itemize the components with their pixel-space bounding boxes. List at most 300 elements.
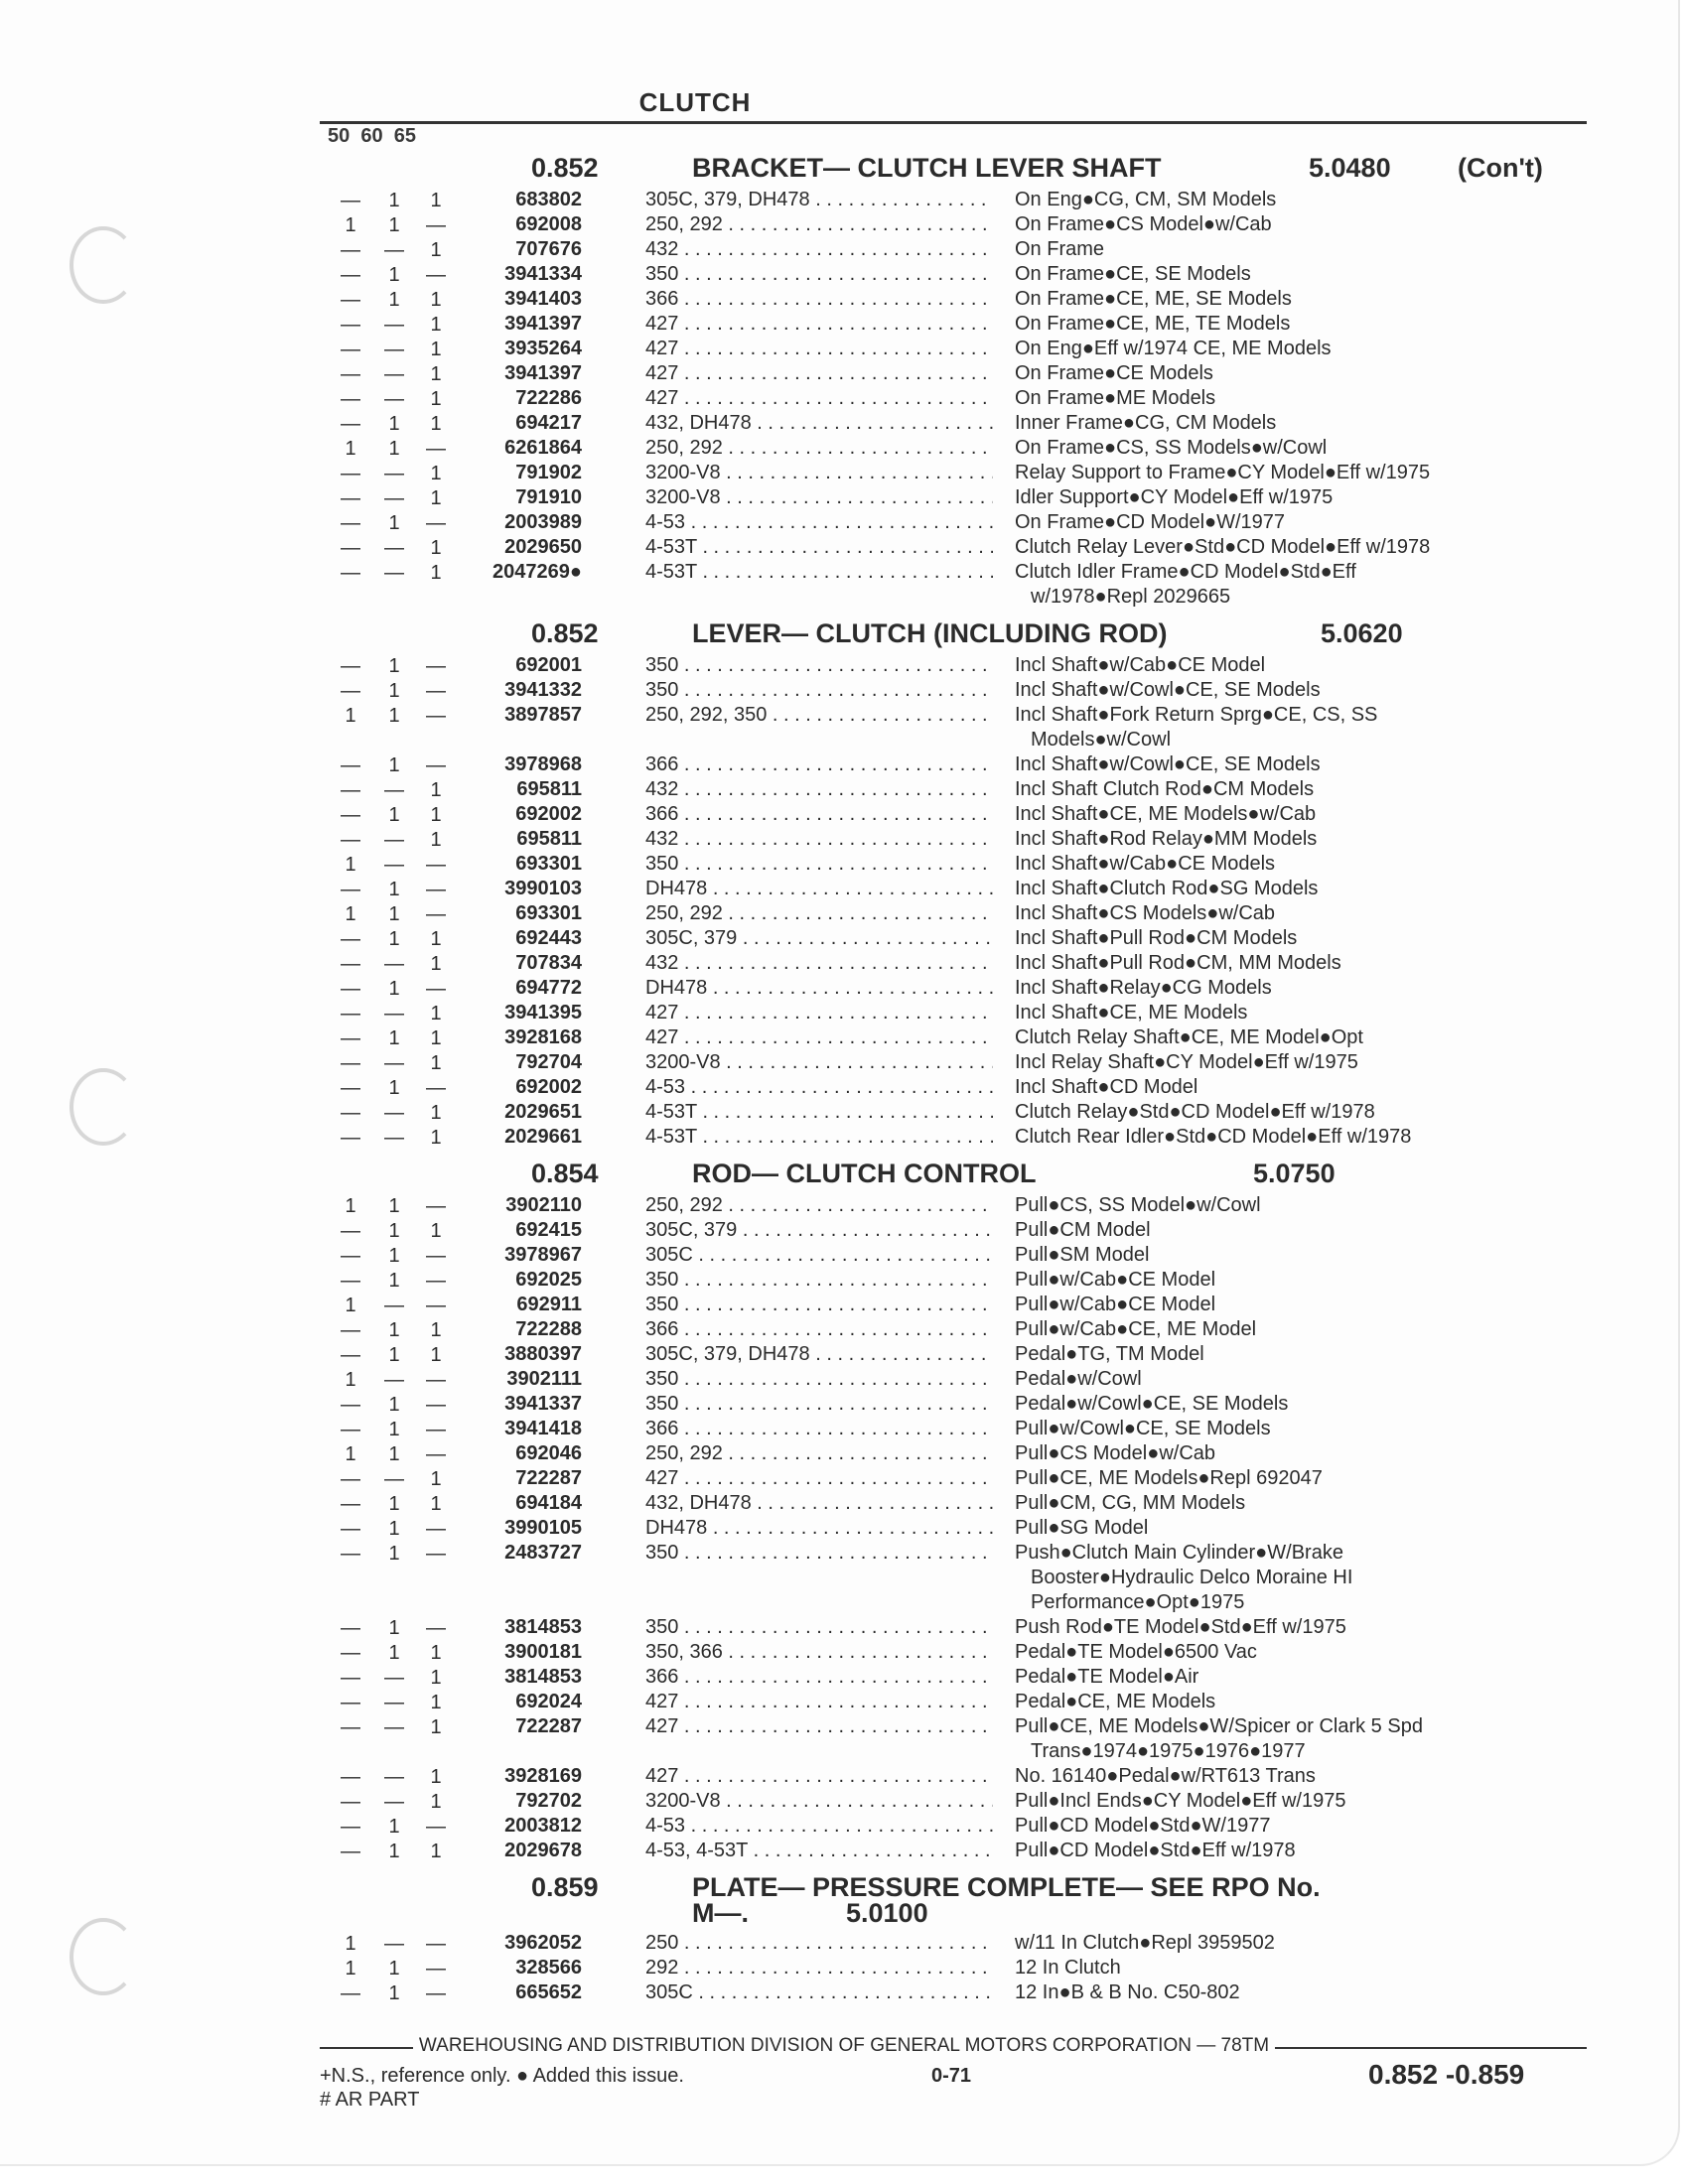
part-number: 707676 <box>515 238 582 260</box>
qty-1950: — <box>341 1766 360 1788</box>
table-row <box>0 853 1688 878</box>
qty-1960: — <box>384 1127 404 1149</box>
qty-1950: — <box>341 1127 360 1149</box>
qty-1965: — <box>426 1295 446 1316</box>
qty-1965: 1 <box>430 1667 442 1689</box>
table-row <box>0 1076 1688 1101</box>
part-number: 722287 <box>515 1715 582 1737</box>
qty-1965: 1 <box>430 1642 442 1664</box>
engine-model: 250, 292 . . . <box>645 1442 993 1465</box>
qty-1965: 1 <box>430 562 442 584</box>
table-row <box>0 1126 1688 1151</box>
qty-1965: 1 <box>430 487 442 509</box>
engine-model: 427 . . . <box>645 1002 993 1024</box>
qty-1950: — <box>341 413 360 435</box>
table-row <box>0 1219 1688 1244</box>
qty-1965: 1 <box>430 537 442 559</box>
qty-1950: — <box>341 1518 360 1540</box>
qty-1965: 1 <box>430 190 442 211</box>
description: Pull●SM Model <box>1015 1244 1150 1266</box>
section-code: 5.0750 <box>1253 1159 1336 1188</box>
qty-1965: 1 <box>430 1027 442 1049</box>
description: Incl Shaft●Rod Relay●MM Models <box>1015 828 1318 850</box>
qty-1960: — <box>384 537 404 559</box>
table-row <box>0 704 1688 729</box>
table-row <box>0 1492 1688 1517</box>
qty-1950: 1 <box>345 1958 356 1979</box>
qty-1950: — <box>341 1102 360 1124</box>
part-number: 694772 <box>515 977 582 999</box>
description: On Frame●CE, ME, SE Models <box>1015 288 1292 310</box>
qty-1960: 1 <box>388 1077 400 1099</box>
qty-1965: — <box>426 1077 446 1099</box>
qty-1965: — <box>426 1933 446 1955</box>
qty-1960: 1 <box>388 928 400 950</box>
header-rule <box>320 121 1587 124</box>
qty-1950: — <box>341 363 360 385</box>
qty-1965: 1 <box>430 829 442 851</box>
table-row <box>0 902 1688 927</box>
qty-1965: 1 <box>430 1319 442 1341</box>
part-number: 694217 <box>515 412 582 434</box>
description: Idler Support●CY Model●Eff w/1975 <box>1015 486 1334 508</box>
part-number: 692415 <box>515 1219 582 1241</box>
section-number: 0.852 <box>531 153 599 183</box>
part-number: 3814853 <box>504 1666 582 1688</box>
description: Incl Shaft●CE, ME Models●w/Cab <box>1015 803 1317 825</box>
part-number: 693301 <box>515 902 582 924</box>
table-row <box>0 1318 1688 1343</box>
qty-1965: 1 <box>430 413 442 435</box>
section-continued: (Con't) <box>1458 153 1543 183</box>
description: On Frame●CD Model●W/1977 <box>1015 511 1286 533</box>
qty-1950: — <box>341 804 360 826</box>
engine-model: 350 . . . <box>645 263 993 286</box>
qty-1960: 1 <box>388 413 400 435</box>
part-number: 3941337 <box>504 1393 582 1415</box>
part-number: 722287 <box>515 1467 582 1489</box>
part-number: 722288 <box>515 1318 582 1340</box>
description: Pull●CE, ME Models●Repl 692047 <box>1015 1467 1323 1489</box>
part-number: 692046 <box>515 1442 582 1464</box>
table-row <box>0 753 1688 778</box>
footer-division-text: WAREHOUSING AND DISTRIBUTION DIVISION OF GENERAL MOTORS CORPORATION — 78TM <box>413 2035 1275 2056</box>
table-row <box>0 1368 1688 1393</box>
qty-1950: — <box>341 512 360 534</box>
description-line: Performance●Opt●1975 <box>1031 1591 1245 1613</box>
section-code: 5.0620 <box>1321 618 1403 648</box>
qty-1960: — <box>384 363 404 385</box>
qty-1965: — <box>426 978 446 1000</box>
engine-model: 350 . . . <box>645 654 993 677</box>
parts-list <box>0 149 1688 2010</box>
qty-1965: — <box>426 264 446 286</box>
engine-model: 350 . . . <box>645 679 993 702</box>
qty-1950: — <box>341 388 360 410</box>
part-number: 2029650 <box>504 536 582 558</box>
description: Incl Shaft●Clutch Rod●SG Models <box>1015 878 1319 899</box>
part-number: 2003812 <box>504 1815 582 1837</box>
qty-1965: — <box>426 1443 446 1465</box>
part-number: 3941418 <box>504 1418 582 1439</box>
qty-1950: — <box>341 1982 360 2004</box>
table-row <box>0 1269 1688 1294</box>
part-number: 792704 <box>515 1051 582 1073</box>
section-title: PLATE— PRESSURE COMPLETE— SEE RPO No. <box>692 1872 1321 1902</box>
qty-1960: 1 <box>388 1543 400 1565</box>
qty-1965: — <box>426 438 446 460</box>
qty-1960: 1 <box>388 1642 400 1664</box>
qty-1965: — <box>426 1958 446 1979</box>
qty-1965: 1 <box>430 1052 442 1074</box>
qty-1950: — <box>341 264 360 286</box>
table-row <box>0 1051 1688 1076</box>
qty-1960: 1 <box>388 1493 400 1515</box>
qty-1965: 1 <box>430 928 442 950</box>
qty-1950: — <box>341 1077 360 1099</box>
engine-model: 250, 292, 350 . . . <box>645 704 993 727</box>
engine-model: 366 . . . <box>645 803 993 826</box>
qty-1960: — <box>384 854 404 876</box>
description: On Frame●CE, SE Models <box>1015 263 1251 285</box>
part-number: 722286 <box>515 387 582 409</box>
qty-1960: 1 <box>388 1982 400 2004</box>
qty-1950: — <box>341 680 360 702</box>
table-row <box>0 1343 1688 1368</box>
qty-1950: — <box>341 1245 360 1267</box>
engine-model: 305C . . . <box>645 1981 993 2004</box>
description: Clutch Relay●Std●CD Model●Eff w/1978 <box>1015 1101 1375 1123</box>
qty-1960: — <box>384 829 404 851</box>
engine-model: 4-53T . . . <box>645 1126 993 1149</box>
table-row <box>0 927 1688 952</box>
qty-1960: — <box>384 1295 404 1316</box>
qty-1965: 1 <box>430 363 442 385</box>
qty-1965: 1 <box>430 1127 442 1149</box>
table-row <box>0 189 1688 213</box>
page-title: CLUTCH <box>638 87 752 117</box>
description: Pull●CD Model●Std●Eff w/1978 <box>1015 1840 1296 1861</box>
description: No. 16140●Pedal●w/RT613 Trans <box>1015 1765 1316 1787</box>
table-row <box>0 1932 1688 1957</box>
engine-model: 350 . . . <box>645 853 993 876</box>
part-number: 692002 <box>515 1076 582 1098</box>
qty-1960: — <box>384 1102 404 1124</box>
qty-1965: 1 <box>430 1791 442 1813</box>
engine-model: 250 . . . <box>645 1932 993 1955</box>
description: Clutch Idler Frame●CD Model●Std●Eff <box>1015 561 1356 583</box>
qty-1960: 1 <box>388 879 400 900</box>
table-row <box>0 536 1688 561</box>
qty-1950: — <box>341 190 360 211</box>
part-number: 3941332 <box>504 679 582 701</box>
qty-1960: 1 <box>388 289 400 311</box>
description: Incl Shaft●w/Cowl●CE, SE Models <box>1015 753 1321 775</box>
table-row <box>0 486 1688 511</box>
qty-1950: — <box>341 829 360 851</box>
qty-1965: — <box>426 754 446 776</box>
qty-1960: 1 <box>388 978 400 1000</box>
qty-1950: — <box>341 879 360 900</box>
qty-1965: 1 <box>430 239 442 261</box>
qty-1950: 1 <box>345 705 356 727</box>
qty-1950: — <box>341 1816 360 1838</box>
engine-model: 427 . . . <box>645 387 993 410</box>
qty-1960: 1 <box>388 1617 400 1639</box>
engine-model: 250, 292 . . . <box>645 213 993 236</box>
qty-1950: — <box>341 953 360 975</box>
qty-1965: 1 <box>430 1493 442 1515</box>
description-line: Booster●Hydraulic Delco Moraine HI <box>1031 1567 1353 1588</box>
section-code: 5.0480 <box>1309 153 1391 183</box>
section-header <box>0 149 1688 189</box>
engine-model: 305C . . . <box>645 1244 993 1267</box>
table-row <box>0 1840 1688 1864</box>
qty-1950: — <box>341 1493 360 1515</box>
part-number: 3941403 <box>504 288 582 310</box>
qty-1960: 1 <box>388 1270 400 1292</box>
part-number: 695811 <box>516 778 582 800</box>
section-number: 0.859 <box>531 1872 599 1902</box>
qty-1965: 1 <box>430 289 442 311</box>
qty-1950: — <box>341 239 360 261</box>
engine-model: 350 . . . <box>645 1368 993 1391</box>
description: Pedal●TE Model●Air <box>1015 1666 1199 1688</box>
engine-model: 4-53T . . . <box>645 561 993 584</box>
description: Incl Shaft●Pull Rod●CM, MM Models <box>1015 952 1341 974</box>
table-row <box>0 412 1688 437</box>
engine-model: 350 . . . <box>645 1393 993 1416</box>
description: Incl Shaft●CE, ME Models <box>1015 1002 1248 1024</box>
engine-model: 350 . . . <box>645 1616 993 1639</box>
qty-1950: — <box>341 1841 360 1862</box>
description: On Frame <box>1015 238 1105 260</box>
description: On Frame●CS, SS Models●w/Cowl <box>1015 437 1328 459</box>
description-continued <box>0 1740 1688 1765</box>
qty-1960: — <box>384 1369 404 1391</box>
description: Pedal●w/Cowl●CE, SE Models <box>1015 1393 1289 1415</box>
qty-1960: 1 <box>388 1443 400 1465</box>
part-number: 3978967 <box>504 1244 582 1266</box>
engine-model: 427 . . . <box>645 1691 993 1713</box>
engine-model: 350 . . . <box>645 1542 993 1565</box>
description-continued <box>0 1567 1688 1591</box>
table-row <box>0 679 1688 704</box>
qty-1965: 1 <box>430 1716 442 1738</box>
page-range: 0.852 -0.859 <box>1368 2059 1525 2090</box>
qty-1950: — <box>341 1543 360 1565</box>
part-number: 692443 <box>515 927 582 949</box>
description: Pedal●w/Cowl <box>1015 1368 1142 1390</box>
engine-model: 366 . . . <box>645 1418 993 1440</box>
qty-1960: 1 <box>388 1245 400 1267</box>
engine-model: 4-53 . . . <box>645 1076 993 1099</box>
engine-model: DH478 . . . <box>645 977 993 1000</box>
qty-1960: — <box>384 1716 404 1738</box>
description-line: w/1978●Repl 2029665 <box>1031 586 1231 608</box>
qty-1960: 1 <box>388 1841 400 1862</box>
qty-1950: — <box>341 1003 360 1024</box>
part-number: 3941397 <box>504 313 582 335</box>
description: Inner Frame●CG, CM Models <box>1015 412 1277 434</box>
description: Incl Shaft●w/Cab●CE Model <box>1015 654 1266 676</box>
qty-1960: — <box>384 463 404 484</box>
table-row <box>0 878 1688 902</box>
table-row <box>0 977 1688 1002</box>
qty-1950: — <box>341 1667 360 1689</box>
description: Pedal●CE, ME Models <box>1015 1691 1216 1712</box>
part-number: 692911 <box>516 1294 582 1315</box>
qty-1965: — <box>426 1369 446 1391</box>
table-row <box>0 1442 1688 1467</box>
part-number: 2029678 <box>504 1840 582 1861</box>
part-number: 3880397 <box>504 1343 582 1365</box>
part-number: 3928168 <box>504 1026 582 1048</box>
qty-1960: — <box>384 1933 404 1955</box>
qty-1950: — <box>341 655 360 677</box>
qty-1960: 1 <box>388 1518 400 1540</box>
qty-1965: 1 <box>430 463 442 484</box>
description: w/11 In Clutch●Repl 3959502 <box>1015 1932 1275 1954</box>
qty-1960: — <box>384 1766 404 1788</box>
table-row <box>0 362 1688 387</box>
qty-1960: 1 <box>388 438 400 460</box>
engine-model: 432, DH478 . . . <box>645 412 993 435</box>
engine-model: 305C, 379, DH478 . . . <box>645 1343 993 1366</box>
engine-model: 432 . . . <box>645 778 993 801</box>
qty-1950: — <box>341 978 360 1000</box>
engine-model: 427 . . . <box>645 1467 993 1490</box>
qty-1965: — <box>426 214 446 236</box>
qty-1960: — <box>384 339 404 360</box>
engine-model: 305C, 379 . . . <box>645 1219 993 1242</box>
engine-model: 4-53T . . . <box>645 536 993 559</box>
description: On Eng●CG, CM, SM Models <box>1015 189 1277 210</box>
part-number: 692025 <box>515 1269 582 1291</box>
qty-1950: — <box>341 487 360 509</box>
part-number: 328566 <box>515 1957 582 1979</box>
qty-1965: 1 <box>430 1003 442 1024</box>
part-number: 692008 <box>515 213 582 235</box>
qty-1960: 1 <box>388 680 400 702</box>
qty-1965: — <box>426 655 446 677</box>
part-number: 3902110 <box>505 1194 582 1216</box>
qty-1965: — <box>426 1195 446 1217</box>
qty-1965: — <box>426 680 446 702</box>
qty-1950: — <box>341 1692 360 1713</box>
qty-1960: 1 <box>388 804 400 826</box>
part-number: 792702 <box>515 1790 582 1812</box>
table-row <box>0 1641 1688 1666</box>
table-row <box>0 338 1688 362</box>
table-row <box>0 1244 1688 1269</box>
table-row <box>0 213 1688 238</box>
table-row <box>0 1765 1688 1790</box>
engine-model: 4-53T . . . <box>645 1101 993 1124</box>
qty-1960: — <box>384 1003 404 1024</box>
qty-1950: 1 <box>345 903 356 925</box>
page-number: 0-71 <box>931 2065 972 2087</box>
description-continued <box>0 1591 1688 1616</box>
part-number: 693301 <box>515 853 582 875</box>
part-number: 683802 <box>515 189 582 210</box>
qty-1965: 1 <box>430 339 442 360</box>
description: Push Rod●TE Model●Std●Eff w/1975 <box>1015 1616 1346 1638</box>
table-row <box>0 1467 1688 1492</box>
engine-model: 432 . . . <box>645 828 993 851</box>
table-row <box>0 803 1688 828</box>
part-number: 665652 <box>515 1981 582 2003</box>
section-title: BRACKET— CLUTCH LEVER SHAFT <box>692 153 1162 183</box>
description: Incl Shaft●Relay●CG Models <box>1015 977 1272 999</box>
qty-1965: — <box>426 879 446 900</box>
section-title-continued: M—. <box>692 1898 749 1928</box>
qty-1960: 1 <box>388 264 400 286</box>
engine-model: 4-53 . . . <box>645 1815 993 1838</box>
qty-1965: — <box>426 1419 446 1440</box>
qty-1965: — <box>426 1245 446 1267</box>
qty-1960: — <box>384 1667 404 1689</box>
part-number: 3902111 <box>506 1368 582 1390</box>
description: Pull●CS, SS Model●w/Cowl <box>1015 1194 1261 1216</box>
part-number: 3935264 <box>504 338 582 359</box>
qty-1960: 1 <box>388 1816 400 1838</box>
qty-1960: — <box>384 779 404 801</box>
part-number: 3941334 <box>504 263 582 285</box>
description: Relay Support to Frame●CY Model●Eff w/1975 <box>1015 462 1431 483</box>
qty-1950: — <box>341 1716 360 1738</box>
qty-1960: 1 <box>388 512 400 534</box>
description: Pull●CS Model●w/Cab <box>1015 1442 1216 1464</box>
engine-model: 305C, 379 . . . <box>645 927 993 950</box>
legend-notes: +N.S., reference only. ● Added this issue. <box>320 2065 684 2087</box>
qty-1965: 1 <box>430 1692 442 1713</box>
qty-1950: — <box>341 1394 360 1416</box>
description: On Frame●CS Model●w/Cab <box>1015 213 1272 235</box>
engine-model: 4-53, 4-53T . . . <box>645 1840 993 1862</box>
section-title: LEVER— CLUTCH (INCLUDING ROD) <box>692 618 1168 648</box>
description: Pull●CM, CG, MM Models <box>1015 1492 1246 1514</box>
engine-model: 427 . . . <box>645 362 993 385</box>
description: Incl Shaft●Pull Rod●CM Models <box>1015 927 1298 949</box>
table-row <box>0 1393 1688 1418</box>
description: Incl Shaft●CS Models●w/Cab <box>1015 902 1276 924</box>
part-number: 3900181 <box>504 1641 582 1663</box>
qty-1950: — <box>341 463 360 484</box>
part-number: 6261864 <box>504 437 582 459</box>
engine-model: 427 . . . <box>645 1715 993 1738</box>
part-number: 692001 <box>515 654 582 676</box>
qty-1965: — <box>426 1617 446 1639</box>
engine-model: 3200-V8 . . . <box>645 1051 993 1074</box>
engine-model: 3200-V8 . . . <box>645 1790 993 1813</box>
engine-model: 4-53 . . . <box>645 511 993 534</box>
qty-1950: — <box>341 314 360 336</box>
description-continued <box>0 586 1688 611</box>
section-header <box>0 1155 1688 1194</box>
qty-1950: — <box>341 1319 360 1341</box>
section-code: 5.0100 <box>846 1898 928 1928</box>
table-row <box>0 1790 1688 1815</box>
part-number: 3990105 <box>504 1517 582 1539</box>
qty-1965: 1 <box>430 314 442 336</box>
part-number: 2003989 <box>504 511 582 533</box>
part-number: 3978968 <box>504 753 582 775</box>
qty-1950: — <box>341 779 360 801</box>
description: Pedal●TG, TM Model <box>1015 1343 1204 1365</box>
table-row <box>0 238 1688 263</box>
qty-1950: — <box>341 754 360 776</box>
